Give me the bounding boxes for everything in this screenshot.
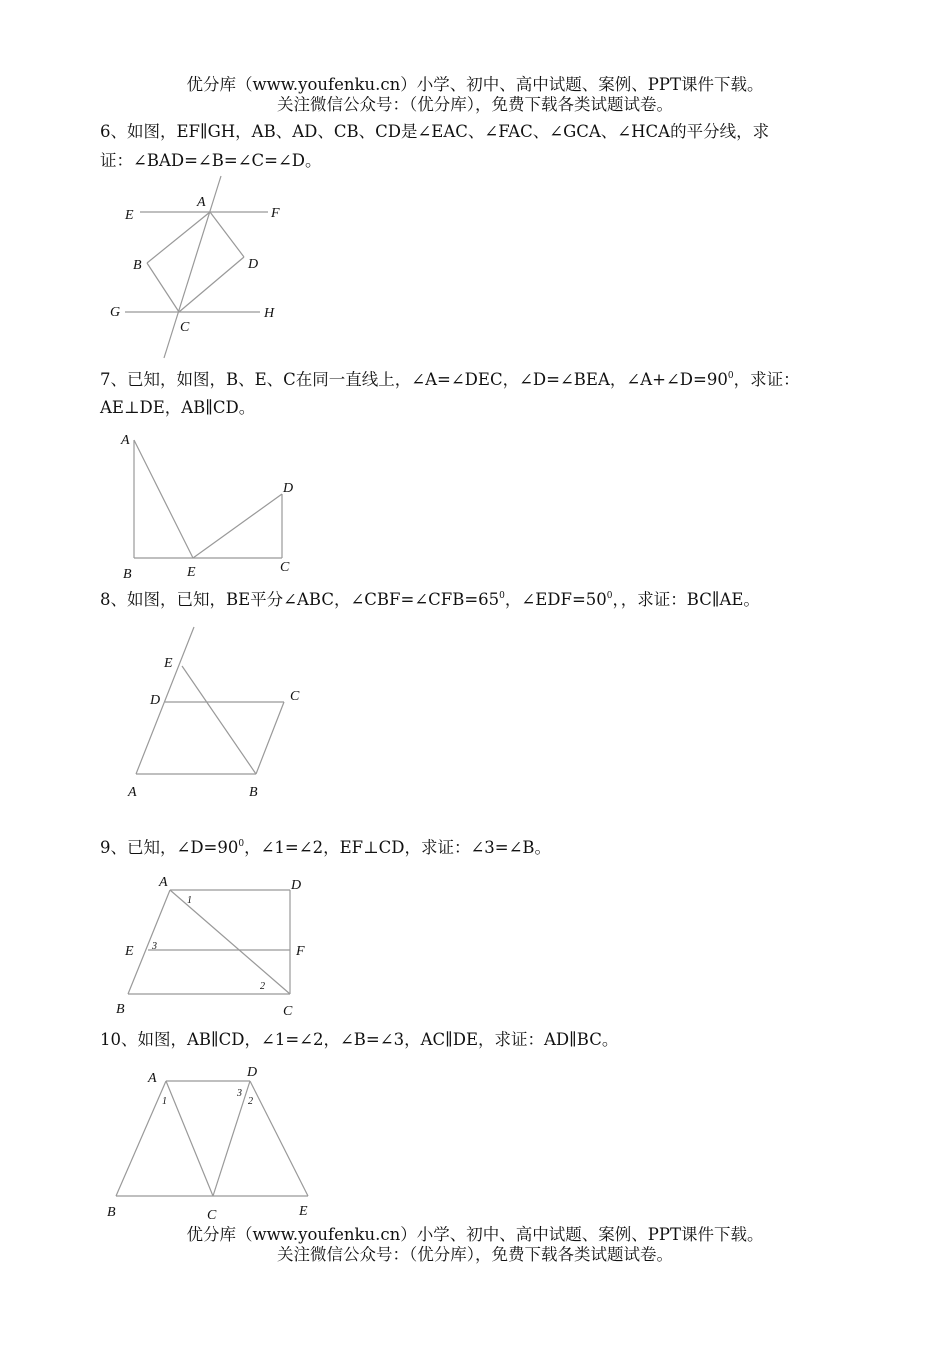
- problem-6-text-line-1: 6、如图，EF∥GH，AB、AD、CB、CD是∠EAC、∠FAC、∠GCA、∠HCA的平分线，求: [100, 122, 770, 141]
- label-f: F: [271, 206, 280, 221]
- label-a: A: [121, 433, 130, 448]
- label-a: A: [197, 195, 206, 210]
- label-d: D: [248, 257, 259, 272]
- label-d: D: [283, 481, 294, 496]
- problem-7-text-a: 7、已知，如图，B、E、C在同一直线上，∠A=∠DEC，∠D=∠BEA，∠A+∠D=90: [100, 370, 728, 389]
- header-line-2: 关注微信公众号：（优分库），免费下载各类试题试卷。: [277, 95, 673, 114]
- label-b: B: [249, 785, 258, 800]
- segment-ac: [166, 1081, 213, 1196]
- label-c: C: [180, 320, 190, 335]
- angle-2-label: 2: [260, 981, 265, 992]
- label-c: C: [283, 1004, 293, 1019]
- label-c: C: [207, 1208, 217, 1223]
- angle-1-label: 1: [187, 895, 192, 906]
- label-c: C: [290, 689, 300, 704]
- degree-superscript: 0: [727, 371, 734, 381]
- problem-10-text-line-1: 10、如图，AB∥CD，∠1=∠2，∠B=∠3，AC∥DE，求证：AD∥BC。: [100, 1030, 619, 1049]
- label-g: G: [110, 305, 121, 320]
- label-c: C: [280, 560, 290, 575]
- problem-7-text-line-2: AE⊥DE，AB∥CD。: [100, 398, 256, 417]
- footer-line-2: 关注微信公众号：（优分库），免费下载各类试题试卷。: [277, 1245, 673, 1264]
- label-d: D: [291, 878, 302, 893]
- degree-superscript: 0: [606, 591, 613, 601]
- label-b: B: [133, 258, 142, 273]
- angle-3-label: 3: [152, 941, 157, 952]
- segment-ab: [116, 1081, 166, 1196]
- label-d: D: [247, 1065, 258, 1080]
- angle-3-label: 3: [237, 1088, 242, 1099]
- problem-8-text-a: 8、如图，已知，BE平分∠ABC，∠CBF=∠CFB=65: [100, 590, 500, 609]
- label-f: F: [296, 944, 305, 959]
- problem-6-text-line-2: 证：∠BAD=∠B=∠C=∠D。: [100, 151, 322, 170]
- problem-7-text-b: ，求证：: [733, 370, 800, 389]
- problem-8-text-b: ，∠EDF=50: [504, 590, 607, 609]
- footer-line-1: 优分库（www.youfenku.cn）小学、初中、高中试题、案例、PPT课件下载。: [186, 1225, 764, 1244]
- label-e: E: [164, 656, 173, 671]
- label-d: D: [150, 693, 161, 708]
- problem-8-text-c: ，，求证：BC∥AE。: [612, 590, 760, 609]
- label-e: E: [125, 944, 134, 959]
- label-a: A: [128, 785, 137, 800]
- degree-superscript: 0: [238, 839, 245, 849]
- problem-9-text-b: ，∠1=∠2，EF⊥CD，求证：∠3=∠B。: [244, 838, 552, 857]
- header-line-1: 优分库（www.youfenku.cn）小学、初中、高中试题、案例、PPT课件下载。: [186, 75, 764, 94]
- label-a: A: [159, 875, 168, 890]
- label-b: B: [123, 567, 132, 582]
- angle-2-label: 2: [248, 1096, 253, 1107]
- degree-superscript: 0: [499, 591, 505, 601]
- angle-1-label: 1: [162, 1096, 167, 1107]
- label-e: E: [187, 565, 196, 580]
- label-h: H: [264, 306, 275, 321]
- label-b: B: [116, 1002, 125, 1017]
- segment-dc: [213, 1081, 250, 1196]
- problem-9-text-a: 9、已知，∠D=90: [100, 838, 239, 857]
- segment-de: [250, 1081, 308, 1196]
- label-e: E: [125, 208, 134, 223]
- label-b: B: [107, 1205, 116, 1220]
- label-e: E: [299, 1204, 308, 1219]
- label-a: A: [148, 1071, 157, 1086]
